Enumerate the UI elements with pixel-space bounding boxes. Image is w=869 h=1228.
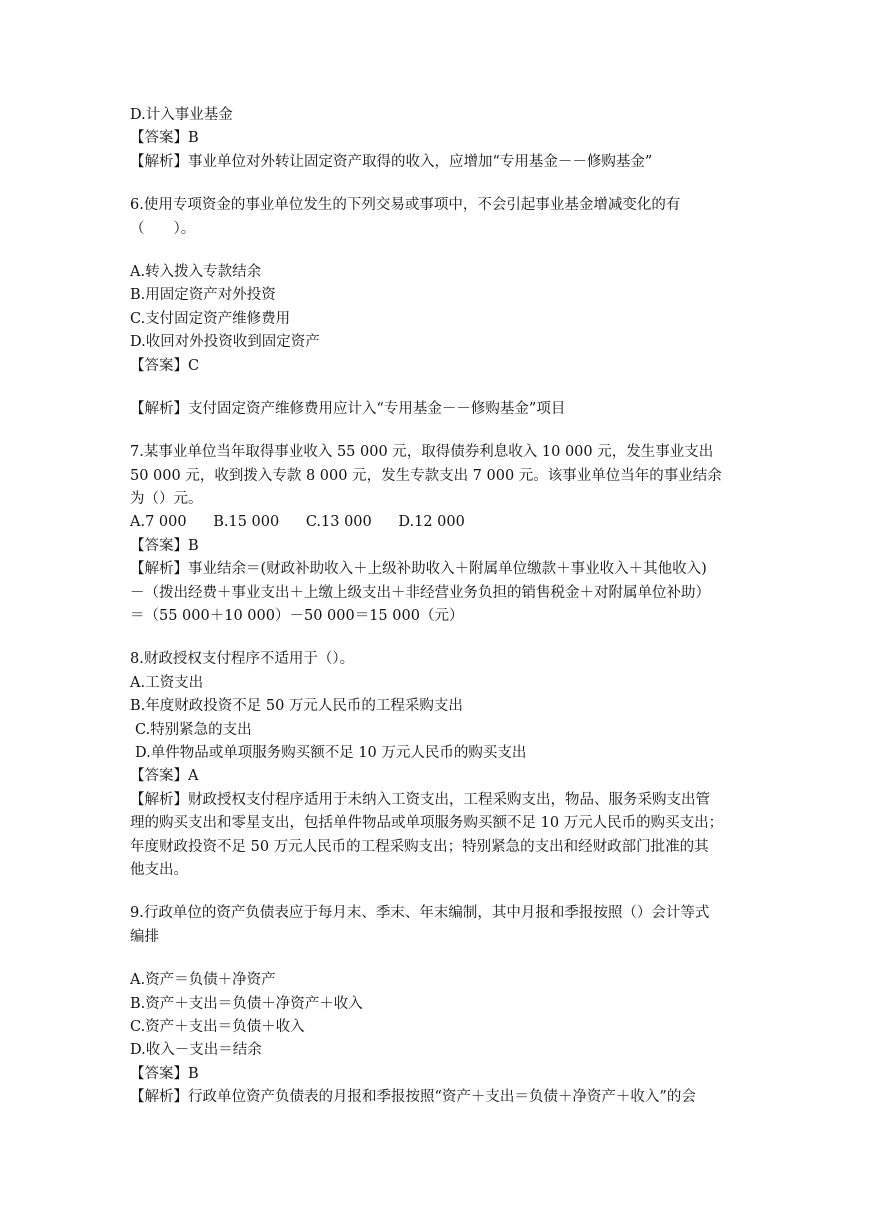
q8-option-a: A.工资支出: [130, 674, 204, 691]
q5-analysis: 【解析】事业单位对外转让固定资产取得的收入，应增加“专用基金－－修购基金”: [130, 153, 653, 170]
q6-option-d: D.收回对外投资收到固定资产: [130, 334, 320, 351]
q6-option-a: A.转入拨入专款结余: [130, 263, 262, 280]
q9-option-b: B.资产＋支出＝负债＋净资产＋收入: [130, 995, 363, 1012]
q9-option-c: C.资产＋支出＝负债＋收入: [130, 1018, 305, 1035]
q9-analysis: 【解析】行政单位资产负债表的月报和季报按照“资产＋支出＝负债＋净资产＋收入”的会: [130, 1089, 696, 1106]
q6-option-b: B.用固定资产对外投资: [130, 287, 276, 304]
q7-analysis-line1: 【解析】事业结余＝(财政补助收入＋上级补助收入＋附属单位缴款＋事业收入＋其他收入): [130, 561, 707, 578]
q7-option-d: D.12 000: [398, 514, 465, 531]
q7-analysis-line3: ＝（55 000＋10 000）－50 000＝15 000（元）: [130, 608, 464, 625]
q8-answer: 【答案】A: [130, 768, 199, 785]
q7-option-b: B.15 000: [213, 514, 280, 531]
q7-stem-line1: 7.某事业单位当年取得事业收入 55 000 元，取得债券利息收入 10 000 元，发生事业支出: [130, 444, 714, 461]
q8-analysis-line1: 【解析】财政授权支付程序适用于未纳入工资支出，工程采购支出，物品、服务采购支出管: [130, 791, 710, 808]
q8-stem: 8.财政授权支付程序不适用于（）。: [130, 651, 355, 668]
q6-stem-line2: （ ）。: [130, 220, 196, 237]
q7-stem-line3: 为（）元。: [130, 491, 203, 508]
q7-analysis-line2: －（拨出经费＋事业支出＋上缴上级支出＋非经营业务负担的销售税金＋对附属单位补助）: [130, 584, 710, 601]
q9-option-d: D.收入－支出＝结余: [130, 1042, 262, 1059]
q7-stem-line2: 50 000 元，收到拨入专款 8 000 元，发生专款支出 7 000 元。该事业单位当年的事业结余: [130, 467, 722, 484]
q6-analysis: 【解析】支付固定资产维修费用应计入“专用基金－－修购基金”项目: [130, 400, 566, 417]
q9-stem-line2: 编排: [130, 928, 159, 945]
q7-option-c: C.13 000: [305, 514, 372, 531]
q6-stem-line1: 6.使用专项资金的事业单位发生的下列交易或事项中，不会引起事业基金增减变化的有: [130, 197, 681, 214]
q9-option-a: A.资产＝负债＋净资产: [130, 972, 276, 989]
q5-option-d: D.计入事业基金: [130, 107, 233, 123]
q7-answer: 【答案】B: [130, 537, 199, 554]
document-page: [130, 104, 742, 1109]
q8-option-c: C.特别紧急的支出: [135, 721, 252, 738]
q7-option-a: A.7 000: [130, 514, 187, 531]
q8-option-d: D.单件物品或单项服务购买额不足 10 万元人民币的购买支出: [135, 744, 527, 761]
q8-analysis-line4: 他支出。: [130, 861, 188, 878]
q8-analysis-line2: 理的购买支出和零星支出，包括单件物品或单项服务购买额不足 10 万元人民币的购买支出；: [130, 815, 724, 832]
q7-options: [130, 511, 742, 534]
q6-option-c: C.支付固定资产维修费用: [130, 310, 291, 327]
q9-answer: 【答案】B: [130, 1065, 199, 1082]
q9-stem-line1: 9.行政单位的资产负债表应于每月末、季末、年末编制，其中月报和季报按照（）会计等式: [130, 905, 710, 922]
q5-answer: 【答案】B: [130, 130, 199, 147]
q6-answer: 【答案】C: [130, 357, 200, 374]
q8-option-b: B.年度财政投资不足 50 万元人民币的工程采购支出: [130, 698, 463, 715]
q8-analysis-line3: 年度财政投资不足 50 万元人民币的工程采购支出；特别紧急的支出和经财政部门批准的其: [130, 838, 709, 855]
